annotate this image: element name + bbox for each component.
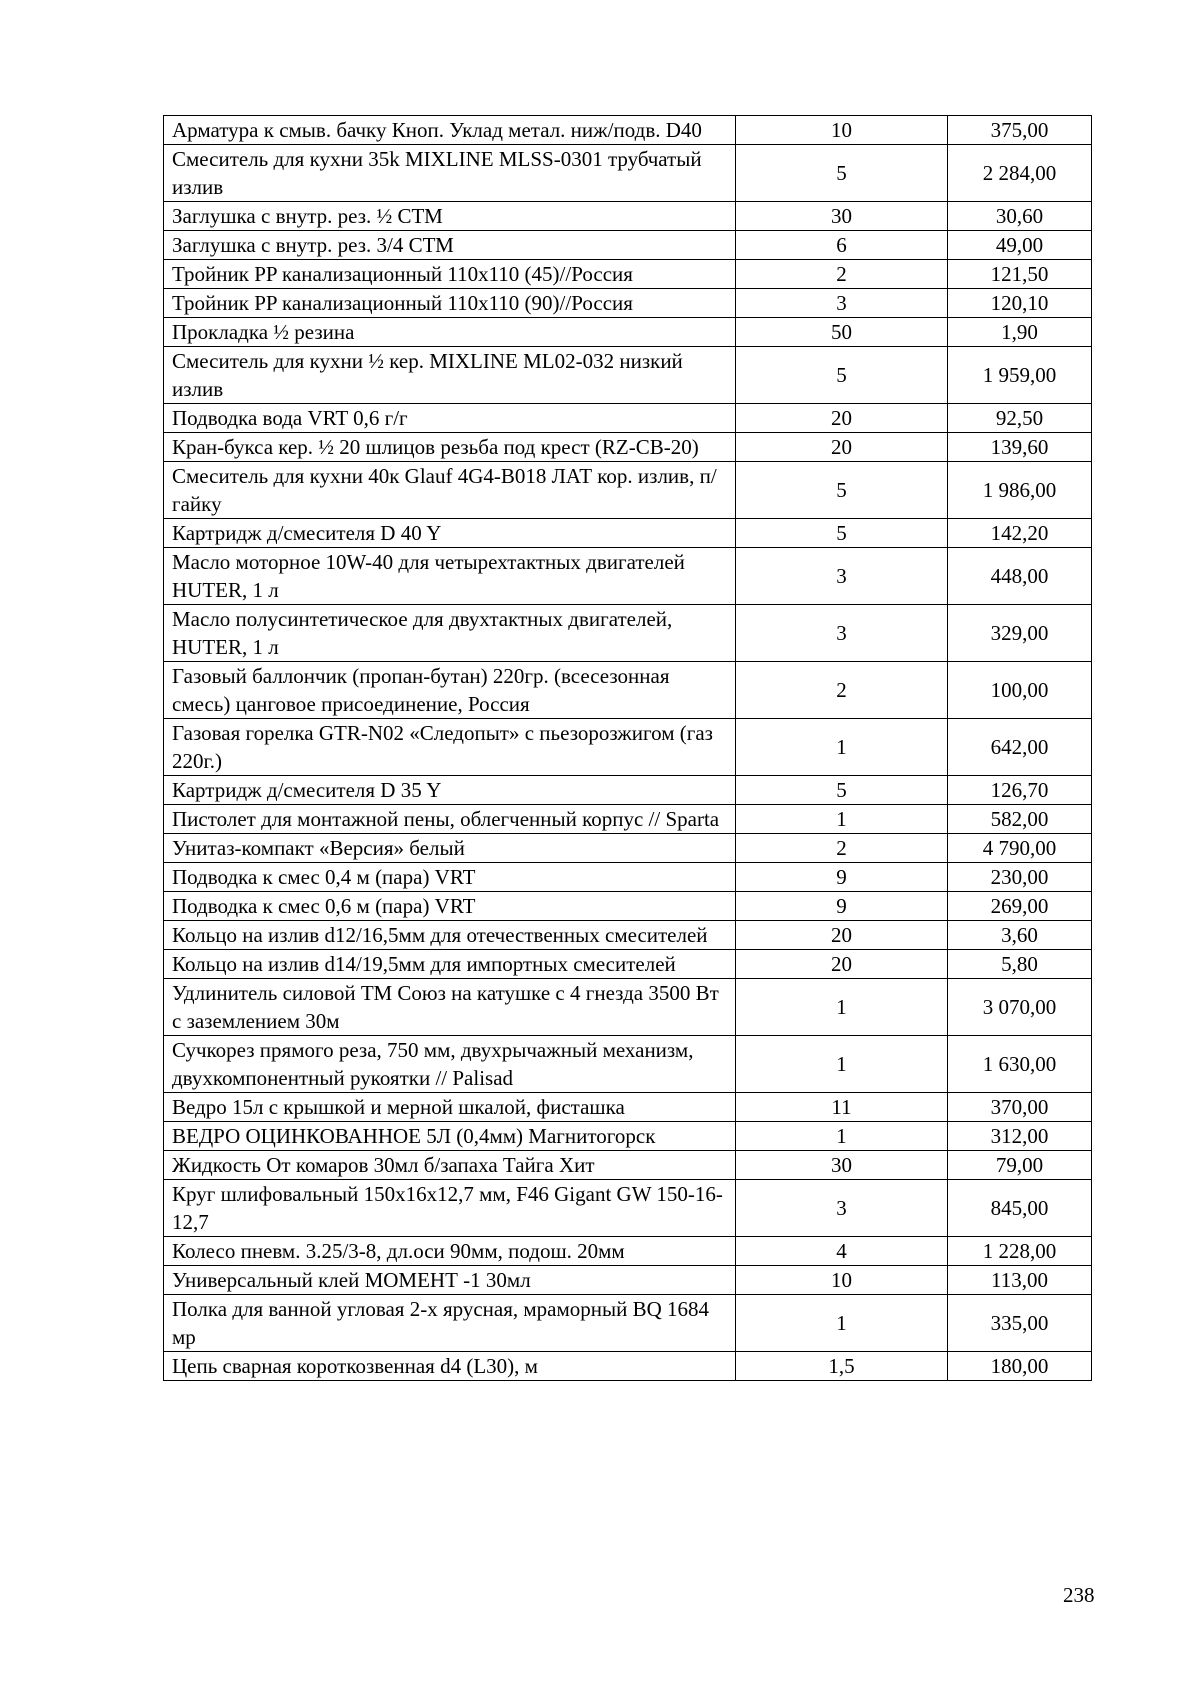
item-name-cell: Подводка к смес 0,4 м (пара) VRT: [164, 863, 736, 892]
item-quantity-cell: 5: [736, 145, 948, 202]
item-quantity-cell: 11: [736, 1093, 948, 1122]
item-name-cell: Заглушка с внутр. рез. 3/4 СТМ: [164, 231, 736, 260]
item-quantity-cell: 50: [736, 318, 948, 347]
table-row: [164, 289, 1092, 318]
item-name-cell: Подводка к смес 0,6 м (пара) VRT: [164, 892, 736, 921]
table-row: [164, 662, 1092, 719]
item-name-cell: ВЕДРО ОЦИНКОВАННОЕ 5Л (0,4мм) Магнитогорск: [164, 1122, 736, 1151]
table-row: [164, 805, 1092, 834]
item-quantity-cell: 5: [736, 347, 948, 404]
item-name-cell: Полка для ванной угловая 2-х ярусная, мраморный BQ 1684 мр: [164, 1295, 736, 1352]
item-name-cell: Газовая горелка GTR-N02 «Следопыт» с пьезорозжигом (газ 220г.): [164, 719, 736, 776]
table-row: [164, 404, 1092, 433]
table-row: [164, 776, 1092, 805]
item-name-cell: Газовый баллончик (пропан-бутан) 220гр. (всесезонная смесь) цанговое присоединение, Россия: [164, 662, 736, 719]
item-quantity-cell: 10: [736, 1266, 948, 1295]
item-name-cell: Унитаз-компакт «Версия» белый: [164, 834, 736, 863]
item-quantity-cell: 1: [736, 719, 948, 776]
item-price-cell: 1 986,00: [948, 462, 1092, 519]
item-price-cell: 375,00: [948, 116, 1092, 145]
table-row: [164, 892, 1092, 921]
item-name-cell: Тройник PP канализационный 110х110 (90)//Россия: [164, 289, 736, 318]
item-price-cell: 180,00: [948, 1352, 1092, 1381]
item-quantity-cell: 1: [736, 1122, 948, 1151]
table-row: [164, 719, 1092, 776]
item-quantity-cell: 20: [736, 950, 948, 979]
item-price-cell: 4 790,00: [948, 834, 1092, 863]
item-price-cell: 329,00: [948, 605, 1092, 662]
table-row: [164, 1266, 1092, 1295]
item-price-cell: 113,00: [948, 1266, 1092, 1295]
item-quantity-cell: 2: [736, 260, 948, 289]
table-row: [164, 519, 1092, 548]
table-row: [164, 260, 1092, 289]
table-row: [164, 1180, 1092, 1237]
item-quantity-cell: 3: [736, 548, 948, 605]
item-quantity-cell: 2: [736, 662, 948, 719]
item-quantity-cell: 5: [736, 462, 948, 519]
item-price-cell: 49,00: [948, 231, 1092, 260]
item-name-cell: Жидкость От комаров 30мл б/запаха Тайга Хит: [164, 1151, 736, 1180]
item-quantity-cell: 30: [736, 202, 948, 231]
item-quantity-cell: 5: [736, 519, 948, 548]
item-price-cell: 1 228,00: [948, 1237, 1092, 1266]
item-quantity-cell: 1: [736, 805, 948, 834]
table-row: [164, 433, 1092, 462]
item-quantity-cell: 20: [736, 404, 948, 433]
item-name-cell: Круг шлифовальный 150х16х12,7 мм, F46 Gigant GW 150-16-12,7: [164, 1180, 736, 1237]
item-quantity-cell: 1: [736, 1036, 948, 1093]
item-name-cell: Кран-букса кер. ½ 20 шлицов резьба под крест (RZ-CB-20): [164, 433, 736, 462]
table-row: [164, 462, 1092, 519]
item-quantity-cell: 1,5: [736, 1352, 948, 1381]
table-row: [164, 921, 1092, 950]
table-row: [164, 202, 1092, 231]
item-price-cell: 120,10: [948, 289, 1092, 318]
item-name-cell: Масло полусинтетическое для двухтактных двигателей, HUTER, 1 л: [164, 605, 736, 662]
table-row: [164, 145, 1092, 202]
item-price-cell: 126,70: [948, 776, 1092, 805]
item-price-cell: 582,00: [948, 805, 1092, 834]
item-name-cell: Тройник PP канализационный 110х110 (45)//Россия: [164, 260, 736, 289]
items-table: [163, 115, 1092, 1381]
item-price-cell: 642,00: [948, 719, 1092, 776]
item-price-cell: 312,00: [948, 1122, 1092, 1151]
item-price-cell: 230,00: [948, 863, 1092, 892]
table-row: [164, 1352, 1092, 1381]
item-quantity-cell: 2: [736, 834, 948, 863]
item-name-cell: Удлинитель силовой ТМ Союз на катушке с 4 гнезда 3500 Вт с заземлением 30м: [164, 979, 736, 1036]
item-price-cell: 448,00: [948, 548, 1092, 605]
item-name-cell: Кольцо на излив d14/19,5мм для импортных смесителей: [164, 950, 736, 979]
item-name-cell: Сучкорез прямого реза, 750 мм, двухрычажный механизм, двухкомпонентный рукоятки // Palisad: [164, 1036, 736, 1093]
item-price-cell: 269,00: [948, 892, 1092, 921]
item-quantity-cell: 3: [736, 605, 948, 662]
table-row: [164, 318, 1092, 347]
item-name-cell: Прокладка ½ резина: [164, 318, 736, 347]
table-row: [164, 1295, 1092, 1352]
item-name-cell: Картридж д/смесителя D 40 Y: [164, 519, 736, 548]
item-price-cell: 142,20: [948, 519, 1092, 548]
item-name-cell: Заглушка с внутр. рез. ½ СТМ: [164, 202, 736, 231]
item-price-cell: 1 959,00: [948, 347, 1092, 404]
item-name-cell: Картридж д/смесителя D 35 Y: [164, 776, 736, 805]
item-quantity-cell: 3: [736, 289, 948, 318]
item-price-cell: 845,00: [948, 1180, 1092, 1237]
table-row: [164, 605, 1092, 662]
item-price-cell: 1,90: [948, 318, 1092, 347]
item-price-cell: 92,50: [948, 404, 1092, 433]
item-quantity-cell: 1: [736, 1295, 948, 1352]
item-price-cell: 3 070,00: [948, 979, 1092, 1036]
item-name-cell: Смеситель для кухни 40к Glauf 4G4-B018 ЛАТ кор. излив, п/гайку: [164, 462, 736, 519]
item-quantity-cell: 30: [736, 1151, 948, 1180]
page-number: 238: [1063, 1583, 1095, 1607]
table-row: [164, 548, 1092, 605]
item-name-cell: Ведро 15л с крышкой и мерной шкалой, фисташка: [164, 1093, 736, 1122]
item-name-cell: Подводка вода VRT 0,6 г/г: [164, 404, 736, 433]
item-price-cell: 5,80: [948, 950, 1092, 979]
items-table-body: [164, 116, 1092, 1381]
item-quantity-cell: 4: [736, 1237, 948, 1266]
item-name-cell: Универсальный клей МОМЕНТ -1 30мл: [164, 1266, 736, 1295]
item-price-cell: 100,00: [948, 662, 1092, 719]
table-row: [164, 979, 1092, 1036]
item-name-cell: Арматура к смыв. бачку Кноп. Уклад метал. ниж/подв. D40: [164, 116, 736, 145]
item-name-cell: Смеситель для кухни ½ кер. MIXLINE ML02-032 низкий излив: [164, 347, 736, 404]
item-quantity-cell: 9: [736, 863, 948, 892]
table-row: [164, 834, 1092, 863]
table-row: [164, 1237, 1092, 1266]
item-price-cell: 30,60: [948, 202, 1092, 231]
item-quantity-cell: 3: [736, 1180, 948, 1237]
table-row: [164, 116, 1092, 145]
table-row: [164, 1093, 1092, 1122]
item-name-cell: Колесо пневм. 3.25/3-8, дл.оси 90мм, подош. 20мм: [164, 1237, 736, 1266]
item-price-cell: 370,00: [948, 1093, 1092, 1122]
item-name-cell: Пистолет для монтажной пены, облегченный корпус // Sparta: [164, 805, 736, 834]
item-quantity-cell: 20: [736, 433, 948, 462]
item-price-cell: 79,00: [948, 1151, 1092, 1180]
table-row: [164, 231, 1092, 260]
item-quantity-cell: 1: [736, 979, 948, 1036]
item-price-cell: 335,00: [948, 1295, 1092, 1352]
item-price-cell: 2 284,00: [948, 145, 1092, 202]
item-quantity-cell: 5: [736, 776, 948, 805]
item-price-cell: 139,60: [948, 433, 1092, 462]
item-quantity-cell: 20: [736, 921, 948, 950]
item-quantity-cell: 10: [736, 116, 948, 145]
table-row: [164, 1122, 1092, 1151]
item-quantity-cell: 9: [736, 892, 948, 921]
item-name-cell: Цепь сварная короткозвенная d4 (L30), м: [164, 1352, 736, 1381]
item-price-cell: 121,50: [948, 260, 1092, 289]
item-quantity-cell: 6: [736, 231, 948, 260]
item-price-cell: 1 630,00: [948, 1036, 1092, 1093]
item-price-cell: 3,60: [948, 921, 1092, 950]
table-row: [164, 1151, 1092, 1180]
item-name-cell: Кольцо на излив d12/16,5мм для отечественных смесителей: [164, 921, 736, 950]
table-row: [164, 950, 1092, 979]
table-row: [164, 347, 1092, 404]
table-row: [164, 863, 1092, 892]
item-name-cell: Масло моторное 10W-40 для четырехтактных двигателей HUTER, 1 л: [164, 548, 736, 605]
page-content: [163, 115, 1076, 1381]
item-name-cell: Смеситель для кухни 35k MIXLINE MLSS-0301 трубчатый излив: [164, 145, 736, 202]
table-row: [164, 1036, 1092, 1093]
